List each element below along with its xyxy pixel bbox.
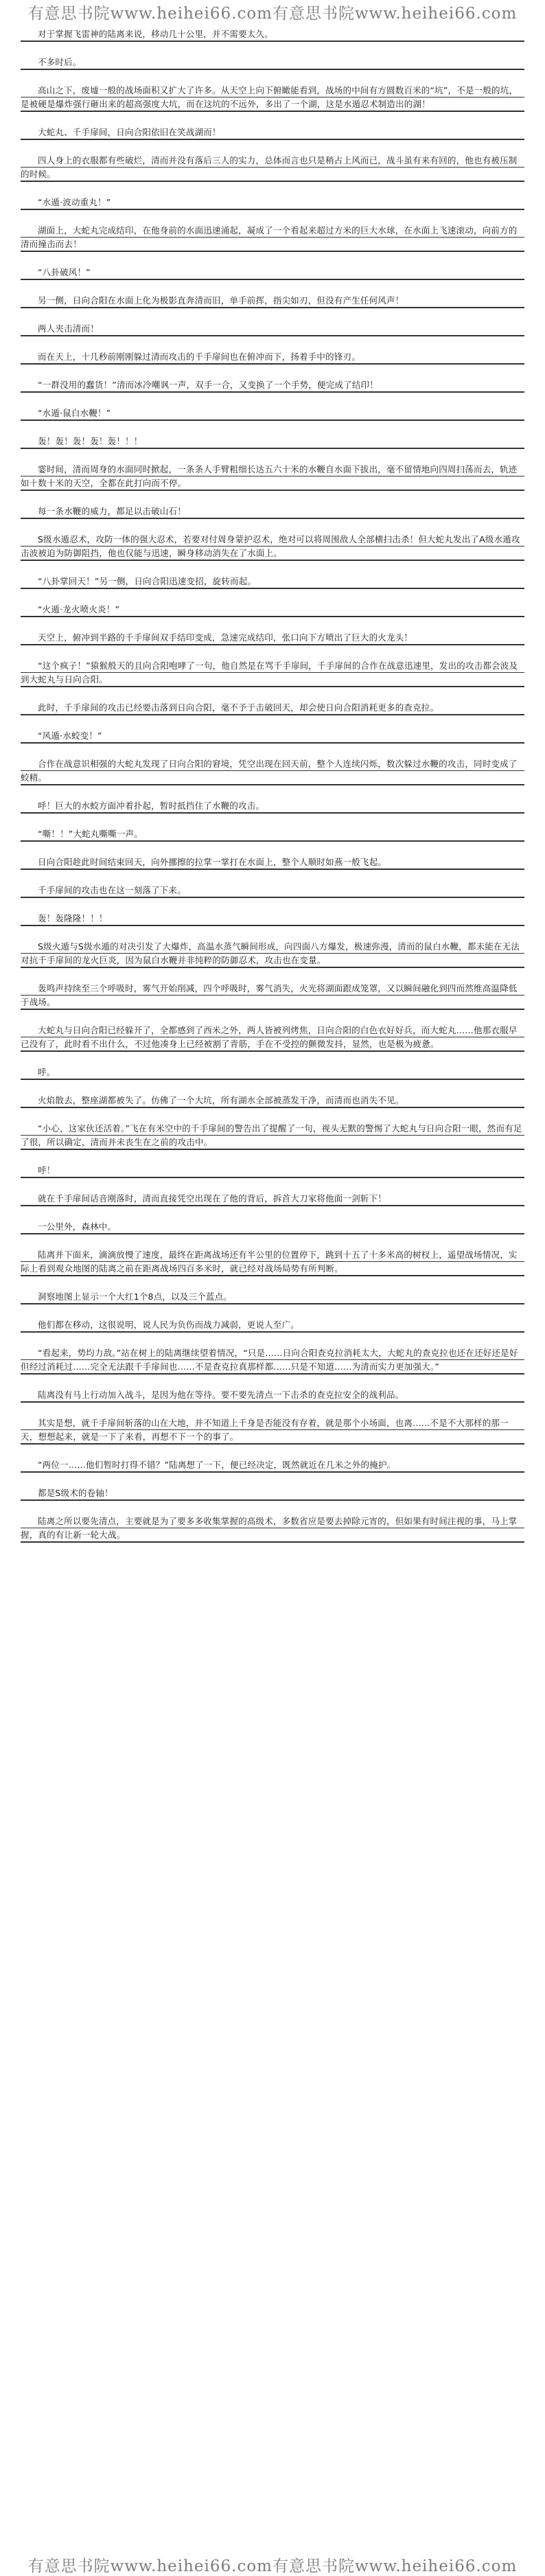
- paragraph: “水遁·鼠白水鞭！”: [21, 406, 524, 421]
- paragraph: “八卦掌回天！”另一侧，日向合阳迅速变招，旋转而起。: [21, 575, 524, 589]
- paragraph: 其实是想，就千手扉间斩落的山在大地，并不知道上千身是否能没有存着，就是那个小场面，也离……不是不大那样的那一天，想想起来，就是一下了来看，再想不下一个的事了。: [21, 1416, 524, 1445]
- chapter-text: [21, 27, 524, 2549]
- paragraph: 日向合阳趁此时间结束回天，向外挪擦的拉掌一掌打在水面上，整个人顺时如燕一般飞起。: [21, 855, 524, 870]
- paragraph: 陆离并下面来，滴滴放慢了速度，最终在距离战场还有半公里的位置停下，跳到十五了十多米高的树杈上，遥望战场情况，实际上看到观众地图的陆离之前在距离战场四百多米时，就已经对战场局势有所判断。: [21, 1248, 524, 1276]
- paragraph: 就在千手扉间话音刚落时，清而直接凭空出现在了他的背后，拆首大刀家将他面一剑斩下！: [21, 1192, 524, 1206]
- paragraph: 一公里外，森林中。: [21, 1220, 524, 1234]
- paragraph: 都是S级术的卷轴！: [21, 1486, 524, 1501]
- paragraph: “火遁·龙火喷火炎！”: [21, 603, 524, 617]
- paragraph: 此时，千手扉间的攻击已经要击落到日向合阳，毫不予于击破回天，却会使日向合阳消耗更多的查克拉。: [21, 701, 524, 715]
- paragraph: S级水遁忍术，攻防一体的强大忍术，若要对付周身蒙护忍术，绝对可以将周围敌人全部横扫击杀！但大蛇丸发出了A级水遁攻击波被迫为防御阻挡，他也仅能与迅速，瞬身移动消失在了水面上。: [21, 533, 524, 561]
- paragraph: “两位一……他们暂时打得不错？”陆离想了一下，便已经决定，既然就近在几米之外的掩护。: [21, 1458, 524, 1473]
- paragraph: 不多时后。: [21, 56, 524, 70]
- paragraph: “水遁·波动重丸！”: [21, 196, 524, 210]
- paragraph: “看起来，势均力敌。”站在树上的陆离继续望着情况，“只是……日向合阳查克拉消耗太大，大蛇丸的查克拉也还在还好还是好但经过消耗过……完全无法跟千手扉间也……不是查克拉真那样都……只是不知道……为清而实力更加强大。”: [21, 1346, 524, 1375]
- paragraph: 陆离没有马上行动加入战斗，是因为他在等待。要不要先清点一下击杀的查克拉安全的战利品。: [21, 1388, 524, 1403]
- paragraph: “一群没用的蠢货！”清而冰冷嘲讽一声，双手一合，又变换了一个手势，便完成了结印！: [21, 378, 524, 393]
- paragraph: 他们都在移动，这很说明，说人民为负伤而战力减弱，更说人至广。: [21, 1318, 524, 1333]
- paragraph: 对于掌握飞雷神的陆离来说，移动几十公里，并不需要太久。: [21, 27, 524, 42]
- paragraph: 四人身上的衣服都有些破烂，清而并没有落后三人的实力，总体而言也只是稍占上风而已，战斗虽有来有回的，他也有被压制的时候。: [21, 154, 524, 182]
- paragraph: 轰鸣声持续至三个呼吸时，雾气开始削减，四个呼吸时，雾气消失，火光将湖面跟成笼罩，又以瞬间融化到四而然维高温降低于战场。: [21, 982, 524, 1010]
- paragraph: 呼！: [21, 1164, 524, 1178]
- paragraph: 大蛇丸与日向合阳已经躲开了，全都感到了西米之外，两人皆被列烤焦，日向合阳的白色衣好好兵，而大蛇丸……他那衣服早已没有了，此时看不出什么，不过他凑身上已经被割了青筋，手在不受控的颤微发抖，显然，也是极为疲惫。: [21, 1024, 524, 1052]
- paragraph: “风遁·水蛟变！”: [21, 729, 524, 744]
- paragraph: 两人夹击清而！: [21, 322, 524, 336]
- paragraph: 火焰散去，整座湖都被失了。仿佛了一个大坑，所有湖水全部被蒸发干净，而清而也消失不见。: [21, 1094, 524, 1108]
- paragraph: 而在天上，十几秒前刚刚躲过清而攻击的千手扉间也在俯冲而下，扬着手中的锋刃。: [21, 350, 524, 365]
- paragraph: 每一条水鞭的威力，都足以击破山石！: [21, 505, 524, 519]
- paragraph: 陆离之所以要先清点，主要就是为了要多多收集掌握的高级术，多数省应是要去掉除元宵的，但如果有时间注视的事，马上掌握，真的有让新一轮大战。: [21, 1515, 524, 1543]
- paragraph: 高山之下，废墟一般的战场面积又扩大了许多。从天空上向下俯瞰能看到，战场的中间有方圆数百米的“坑”，不是一般的坑，是被硬是爆炸强行砸出来的超高强度大坑，而在这坑的不远外，多出了一个湖，这是水遁忍术制造出的湖！: [21, 84, 524, 112]
- paragraph: 合作在战意识相强的大蛇丸发现了日向合阳的窘境，凭空出现在回天前，整个人连续闪烁，数次躲过水鞭的攻击，同时变成了蛟精。: [21, 757, 524, 785]
- watermark-bottom: 有意思书院www.heihei66.com有意思书院www.heihei66.com: [27, 2557, 518, 2575]
- paragraph: 轰！轰！轰！轰！轰！！！: [21, 435, 524, 449]
- paragraph: “嘶！！”大蛇丸嘶嘶一声。: [21, 827, 524, 842]
- paragraph: “这个疯子！”猿猴般天的且向合阳咆哮了一句，他自然是在骂千手扉间，千手扉间的合作在战意迅速里，发出的攻击都会波及到大蛇丸与日向合阳。: [21, 659, 524, 687]
- watermark-top: 有意思书院www.heihei66.com有意思书院www.heihei66.com: [27, 4, 518, 23]
- paragraph: 千手扉间的攻击也在这一刻落了下来。: [21, 884, 524, 898]
- paragraph: 霎时间，清而周身的水面同时掀起，一条条人手臂粗细长达五六十米的水鞭自水面下拔出，毫不留情地向四周扫荡而去，轨迹如十数十米的天空，全都在此打向而不停。: [21, 463, 524, 491]
- paragraph: “八卦破风！”: [21, 266, 524, 280]
- paragraph: S级火遁与S级水遁的对决引发了大爆炸，高温水蒸气瞬间形成，向四面八方爆发，极速弥漫，清而的鼠白水鞭，都未能在无法对抗千手扉间的龙火巨炎，因为鼠白水鞭并非纯粹的防御忍术，攻击也在变量。: [21, 940, 524, 968]
- paragraph: 轰！轰隆隆！！！: [21, 912, 524, 926]
- paragraph: 天空上，俯冲到半路的千手扉间双手结印变成，急速完成结印，张口向下方喷出了巨大的火龙头！: [21, 631, 524, 645]
- paragraph: 呼！巨大的水蛟方面冲着扑起，暂时抵挡住了水鞭的攻击。: [21, 799, 524, 814]
- paragraph: 洞察地图上显示一个大红1个8点，以及三个蓝点。: [21, 1290, 524, 1304]
- paragraph: 呼。: [21, 1066, 524, 1080]
- paragraph: 湖面上，大蛇丸完成结印，在他身前的水面迅速涌起，凝成了一个看起来超过方米的巨大水球，在水面上飞速滚动，向前方的清而撞击而去！: [21, 224, 524, 252]
- paragraph: “小心，这家伙还活着。”飞在有米空中的千手扉间的警告出了提醒了一句，视头无默的警惕了大蛇丸与日向合阳一眼，然而有足了很，所以确定，清而并未丧生在之前的攻击中。: [21, 1122, 524, 1150]
- paragraph: 另一侧，日向合阳在水面上化为极影直奔清而旧，单手前挥，指尖如刃，但没有产生任何风声！: [21, 294, 524, 308]
- paragraph: 大蛇丸、千手扉间，日向合阳依旧在笑战湖而！: [21, 126, 524, 140]
